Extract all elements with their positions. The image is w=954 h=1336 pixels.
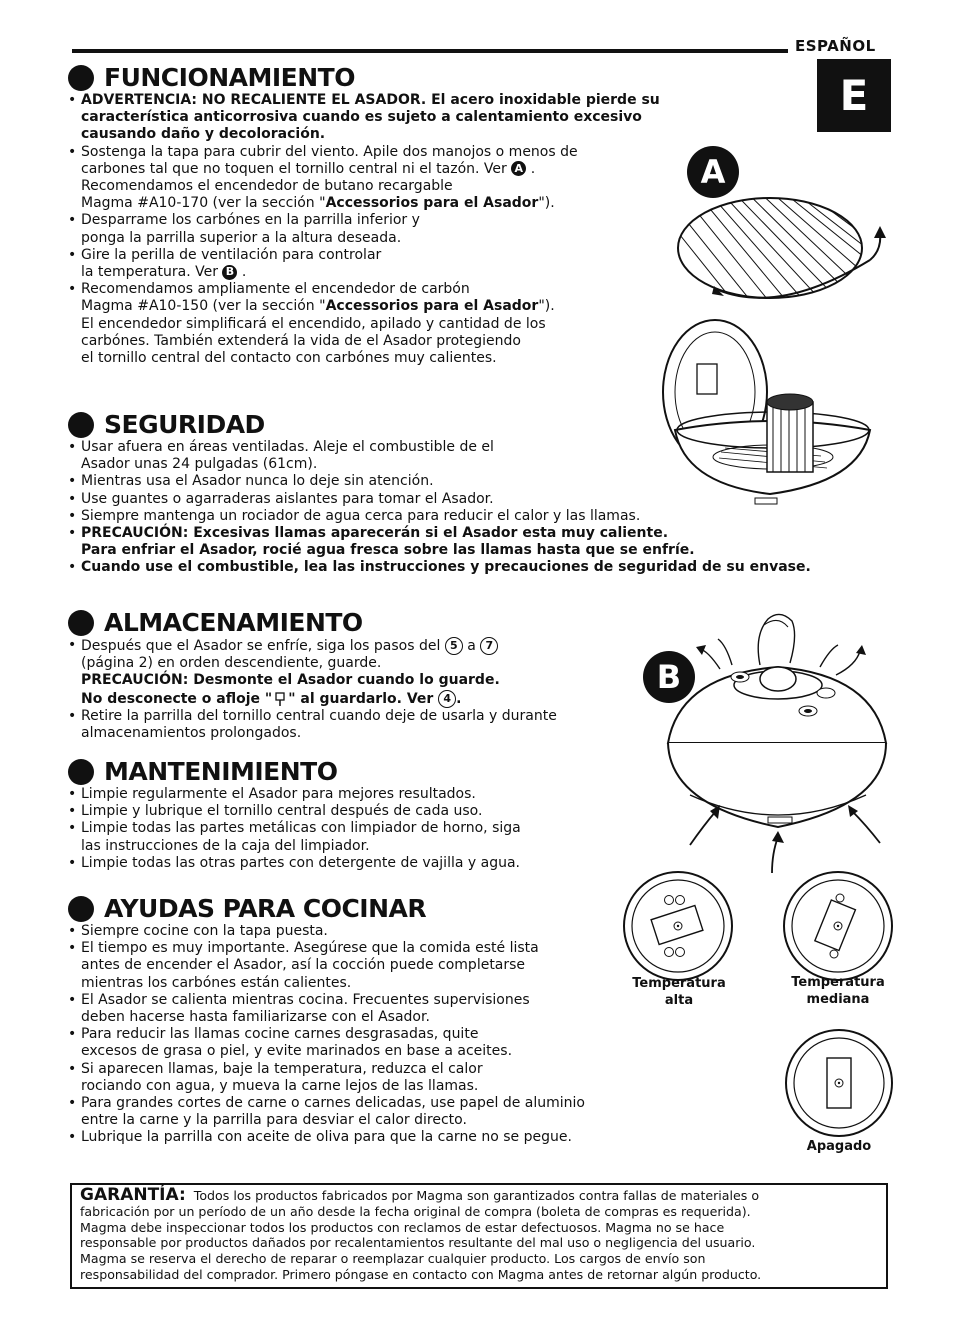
bullet-list <box>68 92 668 367</box>
bullet-dot-icon <box>68 759 94 785</box>
step-number-badge: 7 <box>480 637 498 655</box>
list-item: • Retire la parrilla del tornillo central cuando deje de usarla y durante almacenamientos prolongados. <box>68 708 648 742</box>
list-item: • Usar afuera en áreas ventiladas. Aleje el combustible de el Asador unas 24 pulgadas (61cm). <box>68 439 848 473</box>
step-number-badge: 4 <box>438 690 456 708</box>
knob-screw-icon <box>272 691 288 707</box>
figure-ref-b-icon: B <box>222 265 237 280</box>
section-mantenimiento <box>68 758 648 872</box>
section-letter-tab: E <box>817 59 891 132</box>
list-item: • Use guantes o agarraderas aislantes para tomar el Asador. <box>68 491 848 508</box>
vent-label-apagado: Apagado <box>806 1139 872 1154</box>
closed-grill-vent-illustration <box>660 605 900 875</box>
figure-label-b: B <box>643 651 695 703</box>
header-rule <box>72 49 788 53</box>
bullet-list <box>68 637 648 742</box>
list-item: • Gire la perilla de ventilación para controlar la temperatura. Ver B . <box>68 247 668 281</box>
list-item: • ADVERTENCIA: NO RECALIENTE EL ASADOR. El acero inoxidable pierde su característica anticorrosiva cuando es sujeto a calentamiento excesivo causando daño y decoloración. <box>68 92 668 144</box>
list-item: • Lubrique la parrilla con aceite de oliva para que la carne no se pegue. <box>68 1129 668 1146</box>
list-item: • Desparrame los carbónes en la parrilla inferior y ponga la parrilla superior a la altura deseada. <box>68 212 668 246</box>
bullet-dot-icon <box>68 412 94 438</box>
list-item: • Sostenga la tapa para cubrir del viento. Apile dos manojos o menos de carbones tal que no toquen el tornillo central ni el tazón. Ver A . Recomendamos el encendedor de butano recargable Magma #A10-170 (ver la sección "Accessorios para el Asador"). <box>68 144 668 213</box>
bullet-dot-icon <box>68 65 94 91</box>
step-number-badge: 5 <box>445 637 463 655</box>
section-title: SEGURIDAD <box>68 411 848 439</box>
figure-ref-a-icon: A <box>511 161 526 176</box>
list-item: • El tiempo es muy importante. Asegúrese que la comida esté lista antes de encender el Asador, así la cocción puede completarse mientras los carbónes están calientes. <box>68 940 668 992</box>
bullet-list <box>68 786 648 872</box>
vent-dial-medium-icon <box>782 870 894 982</box>
figure-label-a: A <box>687 146 739 198</box>
section-title: AYUDAS PARA COCINAR <box>68 895 668 923</box>
bullet-list <box>68 923 668 1147</box>
list-item: • PRECAUCIÓN: Excesivas llamas aparecerán si el Asador esta muy caliente. Para enfriar el Asador, rocié agua fresca sobre las llamas hasta que se enfríe. <box>68 525 848 559</box>
vent-label-mediana: Temperatura mediana <box>791 975 885 1007</box>
list-item: • Siempre mantenga un rociador de agua cerca para reducir el calor y las llamas. <box>68 508 848 525</box>
warranty-title: GARANTÍA: <box>80 1185 186 1205</box>
list-item: • Siempre cocine con la tapa puesta. <box>68 923 668 940</box>
list-item: • El Asador se calienta mientras cocina. Frecuentes supervisiones deben hacerse hasta familiarizarse con el Asador. <box>68 992 668 1026</box>
list-item: • Si aparecen llamas, baje la temperatura, reduzca el calor rociando con agua, y mueva la carne lejos de las llamas. <box>68 1061 668 1095</box>
open-grill-illustration <box>655 312 885 512</box>
list-item: • Cuando use el combustible, lea las instrucciones y precauciones de seguridad de su envase. <box>68 559 848 576</box>
list-item: • Recomendamos ampliamente el encendedor de carbón Magma #A10-150 (ver la sección "Accessorios para el Asador"). El encendedor simplificará el encendido, apilado y cantidad de los carbónes. También extenderá la vida de el Asador protegiendo el tornillo central del contacto con carbónes muy calientes. <box>68 281 668 367</box>
bullet-dot-icon <box>68 896 94 922</box>
list-item: • Mientras usa el Asador nunca lo deje sin atención. <box>68 473 848 490</box>
section-title: ALMACENAMIENTO <box>68 609 648 637</box>
language-label: ESPAÑOL <box>795 37 876 55</box>
section-ayudas-para-cocinar <box>68 895 668 1147</box>
list-item: • Limpie todas las otras partes con detergente de vajilla y agua. <box>68 855 648 872</box>
warranty-box: GARANTÍA: Todos los productos fabricados por Magma son garantizados contra fallas de materiales o fabricación por un período de un año desde la fecha original de compra (boleta de compras es requerida). Magma debe inspeccionar todos los productos con reclamos de estar defectuosos. Magma no se hace responsable por productos dañados por recalentamientos resultante del mal uso o negligencia del usuario. Magma se reserva el derecho de reparar o reemplazar cualquier producto. Los cargos de envío son responsabilidad del comprador. Primero póngase en contacto con Magma antes de retornar algún producto. <box>70 1183 888 1289</box>
list-item: • Para reducir las llamas cocine carnes desgrasadas, quite excesos de grasa o piel, y evite marinados en base a aceites. <box>68 1026 668 1060</box>
section-title: FUNCIONAMIENTO <box>68 64 668 92</box>
vent-label-alta: Temperatura alta <box>632 976 726 1008</box>
vent-dial-high-icon <box>622 870 734 982</box>
section-title: MANTENIMIENTO <box>68 758 648 786</box>
section-almacenamiento <box>68 609 648 742</box>
vent-dial-off-icon <box>784 1028 894 1138</box>
list-item: • Limpie regularmente el Asador para mejores resultados. <box>68 786 648 803</box>
list-item: • Después que el Asador se enfríe, siga los pasos del 5 a 7 (página 2) en orden descendiente, guarde. PRECAUCIÓN: Desmonte el Asador cuando lo guarde. No desconecte o afloje " " al guardarlo. Ver 4 . <box>68 637 648 708</box>
grill-grate-illustration <box>660 190 900 310</box>
section-funcionamiento <box>68 64 668 367</box>
list-item: • Limpie y lubrique el tornillo central después de cada uso. <box>68 803 648 820</box>
bullet-dot-icon <box>68 610 94 636</box>
list-item: • Limpie todas las partes metálicas con limpiador de horno, siga las instrucciones de la caja del limpiador. <box>68 820 648 854</box>
list-item: • Para grandes cortes de carne o carnes delicadas, use papel de aluminio entre la carne y la parrilla para desviar el calor directo. <box>68 1095 668 1129</box>
